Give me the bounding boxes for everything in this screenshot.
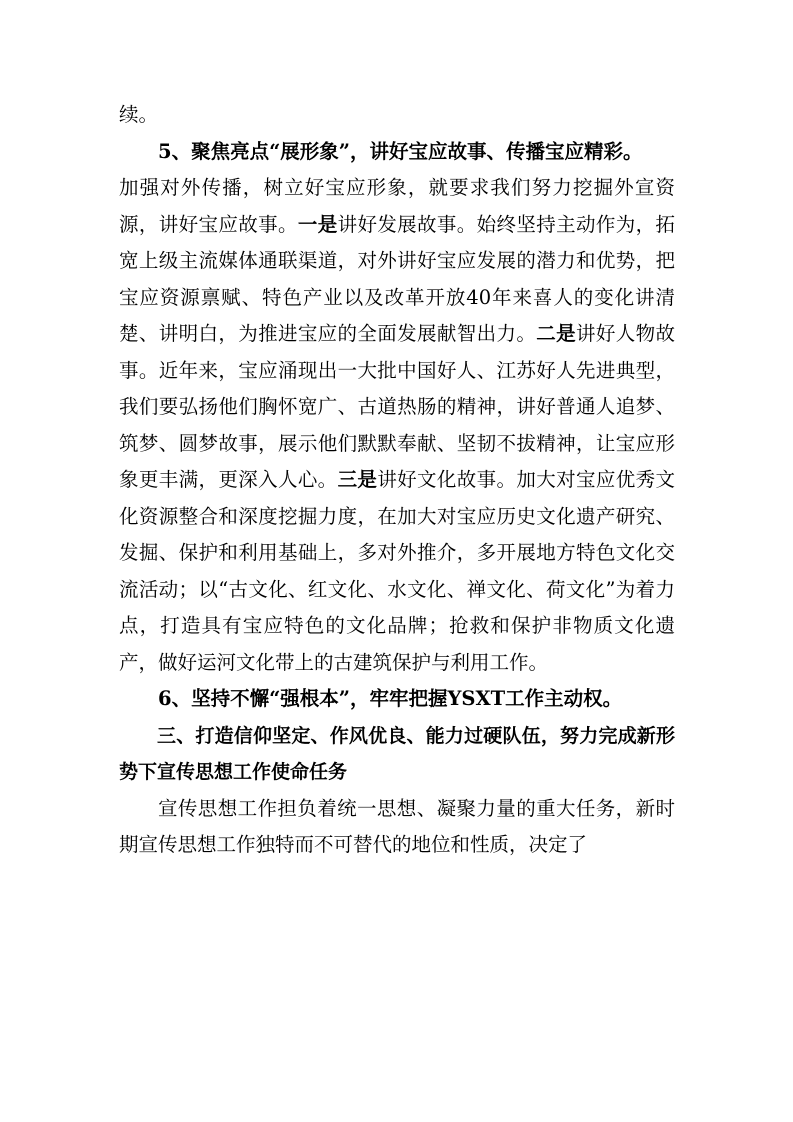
continued-paragraph: 续。 xyxy=(119,103,159,126)
paragraph-5-intro: 加强对外传播，树立好宝应形象，就要求我们努力挖掘外宣资源，讲好宝应故事。 xyxy=(119,176,675,236)
text-column xyxy=(119,97,675,864)
point-three-marker: 三是 xyxy=(337,468,378,491)
heading-5: 5、聚焦亮点“展形象”，讲好宝应故事、传播宝应精彩。 xyxy=(158,139,643,163)
point-one-marker: 一是 xyxy=(297,212,338,236)
point-two-text: 讲好人物故事。近年来，宝应涌现出一大批中国好人、江苏好人先进典型，我们要弘扬他们胸怀宽广、古道热肠的精神，讲好普通人追梦、筑梦、圆梦故事，展示他们默默奉献、坚韧不拔精神，让宝应形象更丰满，更深入人心。 xyxy=(119,322,675,491)
section-heading-3: 三、打造信仰坚定、作风优良、能力过硬队伍，努力完成新形势下宣传思想工作使命任务 xyxy=(119,724,675,783)
final-paragraph: 宣传思想工作担负着统一思想、凝聚力量的重大任务，新时期宣传思想工作独特而不可替代的地位和性质，决定了 xyxy=(119,796,675,856)
point-three-text: 讲好文化故事。加大对宝应优秀文化资源整合和深度挖掘力度，在加大对宝应历史文化遗产研究、发掘、保护和利用基础上，多对外推介，多开展地方特色文化交流活动；以“古文化、红文化、水文化、禅文化、荷文化”为着力点，打造具有宝应特色的文化品牌；抢救和保护非物质文化遗产，做好运河文化带上的古建筑保护与利用工作。 xyxy=(119,468,675,674)
paragraph-5 xyxy=(119,170,675,681)
point-two-marker: 二是 xyxy=(536,322,576,345)
point-one-text: 讲好发展故事。始终坚持主动作为，拓宽上级主流媒体通联渠道，对外讲好宝应发展的潜力和优势，把宝应资源禀赋、特色产业以及改革开放40年来喜人的变化讲清楚、讲明白，为推进宝应的全面发展献智出力。 xyxy=(119,212,675,345)
heading-6: 6、坚持不懈“强根本”，牢牢把握YSXT工作主动权。 xyxy=(158,687,623,710)
